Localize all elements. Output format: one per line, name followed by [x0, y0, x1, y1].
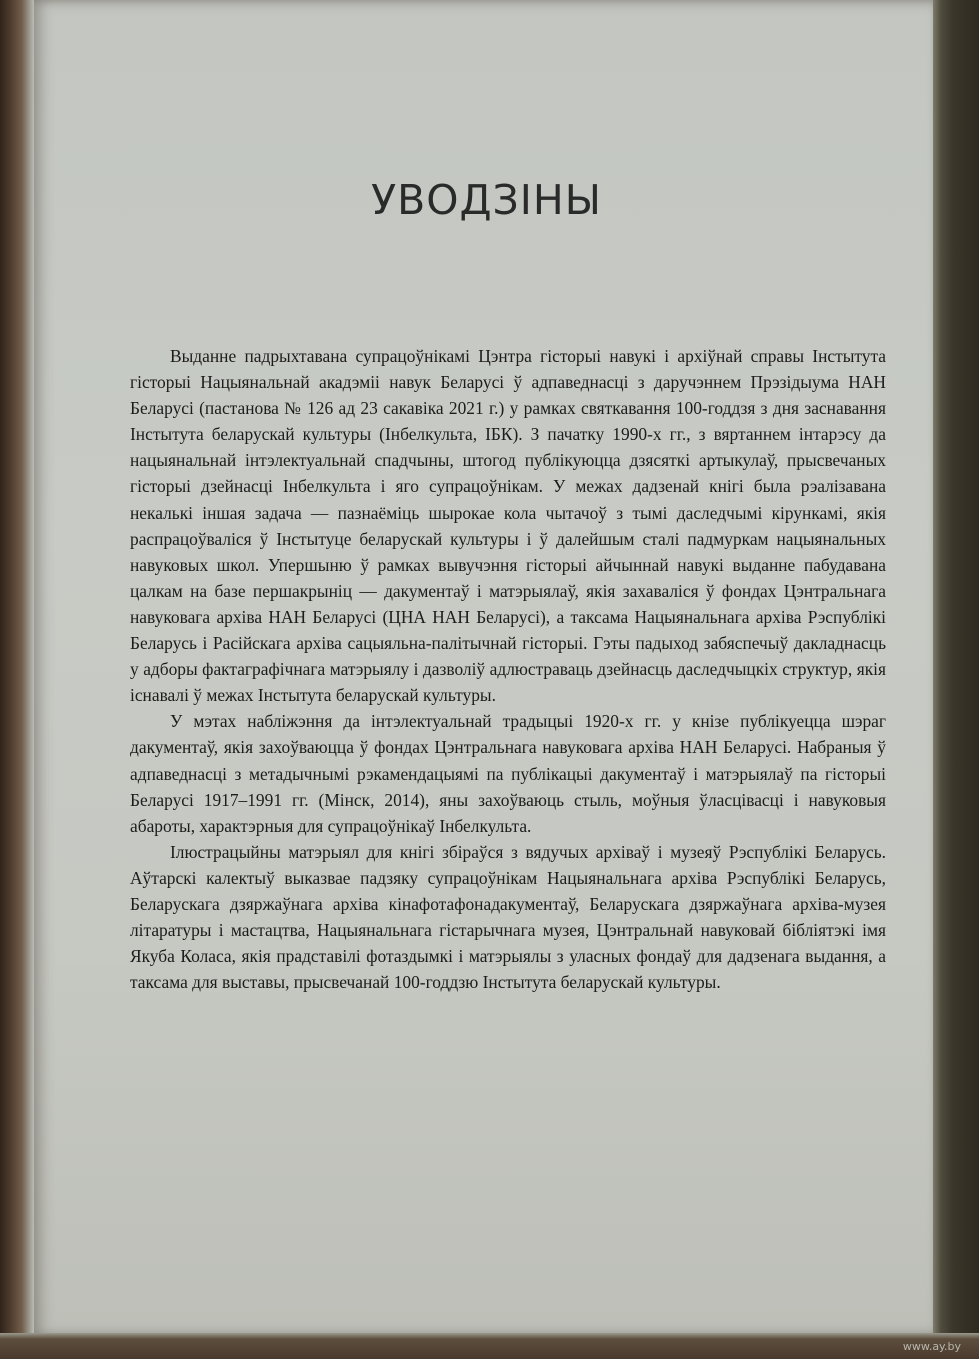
- book-cover-bottom: [0, 1333, 979, 1359]
- book-cover-edge: [933, 0, 979, 1359]
- paragraph: Выданне падрыхтавана супрацоўнікамі Цэнтра гісторыі навукі і архіўнай справы Інстытута гісторыі Нацыянальнай акадэміі навук Беларусі ў адпаведнасці з даручэннем Прэзідыума НАН Беларусі (пастанова № 126 ад 23 сакавіка 2021 г.) у рамках святкавання 100-годдзя з дня заснавання Інстытута беларускай культуры (Інбелкульта, ІБК). З пачатку 1990-х гг., з вяртаннем інтарэсу да нацыянальнай інтэлектуальнай спадчыны, штогод публікуюцца дзясяткі артыкулаў, прысвечаных гісторыі дзейнасці Інбелкульта і яго супрацоўнікам. У межах дадзенай кнігі была рэалізавана некалькі іншая задача — пазнаёміць шырокае кола чытачоў з тымі даследчымі кірункамі, якія распрацоўваліся ў Інстытуце беларускай культуры і ў далейшым сталі падмуркам нацыянальных навуковых школ. Упершыню ў рамках вывучэння гісторыі айчыннай навукі выданне пабудавана цалкам на базе першакрыніц — дакументаў і матэрыялаў, якія захаваліся ў фондах Цэнтральнага навуковага архіва НАН Беларусі (ЦНА НАН Беларусі), а таксама Нацыянальнага архіва Рэспублікі Беларусь і Расійскага архіва сацыяльна-палітычнай гісторыі. Гэты падыход забяспечыў дакладнасць у адборы фактаграфічнага матэрыялу і дазволіў адлюстраваць дзейнасць даследчыцкіх структур, якія існавалі ў межах Інстытута беларускай культуры.: [130, 346, 886, 706]
- book-page: [34, 0, 939, 1336]
- page-title: УВОДЗІНЫ: [371, 176, 602, 224]
- watermark: www.ay.by: [902, 1340, 961, 1353]
- body-text: [130, 343, 886, 995]
- book-spine: [0, 0, 34, 1359]
- paragraph: У мэтах набліжэння да інтэлектуальнай традыцыі 1920-х гг. у кнізе публікуецца шэраг дакументаў, якія захоўваюцца ў фондах Цэнтральнага навуковага архіва НАН Беларусі. Набраныя ў адпаведнасці з метадычнымі рэкамендацыямі па публікацыі дакументаў і матэрыялаў па гісторыі Беларусі 1917–1991 гг. (Мінск, 2014), яны захоўваюць стыль, моўныя ўласцівасці і навуковыя абароты, характэрныя для супрацоўнікаў Інбелкульта.: [130, 711, 886, 836]
- paragraph: Ілюстрацыйны матэрыял для кнігі збіраўся з вядучых архіваў і музеяў Рэспублікі Беларусь. Аўтарскі калектыў выказвае падзяку супрацоўнікам Нацыянальнага архіва Рэспублікі Беларусь, Беларускага дзяржаўнага архіва кінафотафонадакументаў, Беларускага дзяржаўнага архіва-музея літаратуры і мастацтва, Нацыянальнага гістарычнага музея, Цэнтральнай навуковай бібліятэкі імя Якуба Коласа, якія прадставілі фотаздымкі і матэрыялы з уласных фондаў для дадзенага выдання, а таксама для выставы, прысвечанай 100-годдзю Інстытута беларускай культуры.: [130, 841, 886, 993]
